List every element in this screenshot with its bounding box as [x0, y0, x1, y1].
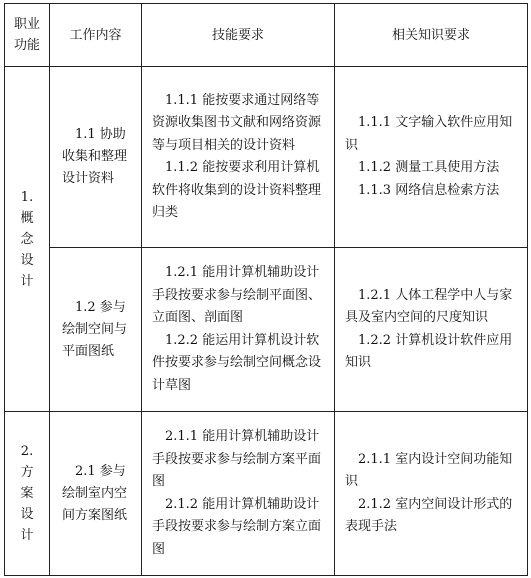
header-knowledge: 相关知识要求: [335, 4, 528, 67]
skill-item: 2.1.1 能用计算机辅助设计手段按要求参与绘制方案平面图: [152, 429, 322, 489]
work-text: 2.1 参与绘制室内空间方案图纸: [62, 463, 128, 523]
knowledge-cell: [335, 248, 528, 412]
skill-item: 1.2.1 能用计算机辅助设计手段按要求参与绘制平面图、立面图、剖面图: [152, 265, 322, 325]
knowledge-item: 2.1.1 室内设计空间功能知识: [345, 451, 513, 489]
knowledge-item: 1.1.3 网络信息检索方法: [358, 182, 500, 198]
header-row: [5, 4, 528, 67]
skill-item: 1.2.2 能运用计算机设计软件按要求参与绘制空间概念设计草图: [152, 332, 322, 393]
header-function-label: 职业功能: [13, 17, 40, 53]
knowledge-cell: [335, 412, 528, 576]
skill-item: 1.1.2 能按要求利用计算机软件将收集到的设计资料整理归类: [152, 160, 322, 220]
knowledge-item: 1.2.2 计算机设计软件应用知识: [345, 332, 513, 370]
skill-cell: [142, 67, 335, 248]
work-cell: [50, 412, 142, 576]
standards-table: [4, 3, 528, 576]
header-work: 工作内容: [50, 4, 142, 67]
work-text: 1.1 协助收集和整理设计资料: [62, 127, 128, 186]
work-cell: [50, 67, 142, 248]
skill-cell: [142, 248, 335, 412]
header-function: [5, 4, 50, 67]
skill-item: 2.1.2 能用计算机辅助设计手段按要求参与绘制方案立面图: [152, 496, 322, 557]
knowledge-item: 1.1.1 文字输入软件应用知识: [345, 115, 513, 153]
header-skill: 技能要求: [142, 4, 335, 67]
knowledge-item: 2.1.2 室内空间设计形式的表现手法: [345, 496, 513, 534]
function-cell: [5, 412, 50, 576]
knowledge-cell: [335, 67, 528, 248]
work-cell: [50, 248, 142, 412]
work-text: 1.2 参与绘制空间与平面图纸: [62, 299, 128, 359]
table-row: [5, 412, 528, 576]
knowledge-item: 1.2.1 人体工程学中人与家具及室内空间的尺度知识: [345, 287, 513, 325]
table-row: [5, 248, 528, 412]
function-label: 2. 方案设计: [20, 444, 34, 543]
skill-item: 1.1.1 能按要求通过网络等资源收集图书文献和网络资源等与项目相关的设计资料: [152, 92, 322, 153]
function-label: 1. 概念设计: [20, 189, 34, 289]
table-row: [5, 67, 528, 248]
function-cell: [5, 67, 50, 412]
skill-cell: [142, 412, 335, 576]
knowledge-item: 1.1.2 测量工具使用方法: [358, 160, 500, 175]
